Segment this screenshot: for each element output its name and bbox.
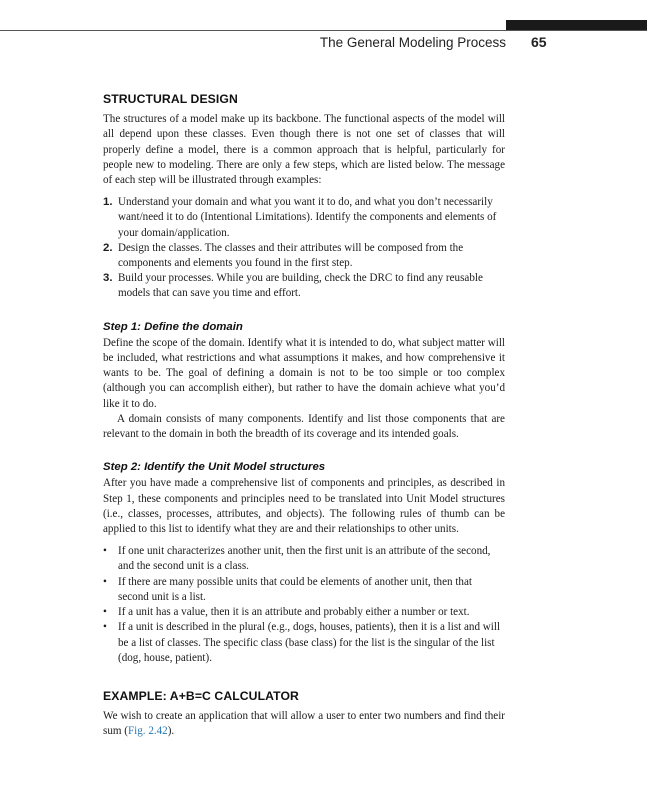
bullet-icon: • — [103, 545, 107, 558]
step1-paragraph-1: Define the scope of the domain. Identify what it is intended to do, what subject matter will be included, what restrictions and what assumptions it makes, and how comprehensive it wants to be. The goal of defining a domain is not to be too simple or too complex (although you can accomplish either), but rather to have the domain achieve what you’d like it to do. — [103, 336, 505, 410]
list-item — [103, 271, 505, 301]
list-item — [103, 544, 505, 574]
bullet-icon: • — [103, 621, 107, 634]
figure-reference-link[interactable]: Fig. 2.42 — [127, 725, 168, 738]
running-title: The General Modeling Process — [319, 35, 506, 50]
bullet-icon: • — [103, 575, 107, 588]
rule-text: If a unit has a value, then it is an attribute and probably either a number or text. — [118, 606, 470, 619]
header-rule — [0, 30, 647, 31]
bullet-icon: • — [103, 606, 107, 619]
page-body — [103, 92, 505, 740]
example-paragraph — [103, 709, 505, 739]
page-number: 65 — [531, 34, 547, 50]
list-item — [103, 241, 505, 271]
list-item — [103, 620, 505, 666]
rules-list — [103, 544, 505, 666]
section-heading-example: EXAMPLE: A+B=C CALCULATOR — [103, 688, 299, 703]
step-text: Build your processes. While you are building, check the DRC to find any reusable models that can save you time and effort. — [118, 272, 483, 300]
list-item — [103, 575, 505, 605]
list-item — [103, 605, 505, 620]
step2-paragraph-1: After you have made a comprehensive list of components and principles, as described in Step 1, these components and principles need to be translated into Unit Model structures (i.e., classes, processes, attributes, and objects). The following rules of thumb can be applied to this list to identify what they are and their relationships to other units. — [103, 477, 505, 536]
step-text: Design the classes. The classes and their attributes will be composed from the components and elements you found in the first step. — [118, 241, 464, 270]
rule-text: If one unit characterizes another unit, then the first unit is an attribute of the second, and the second unit is a class. — [118, 545, 491, 573]
example-text-after: ). — [167, 725, 175, 738]
subsection-heading-step2: Step 2: Identify the Unit Model structures — [103, 461, 326, 474]
structural-design-intro: The structures of a model make up its backbone. The functional aspects of the model will all depend upon these classes. Even though there is not one set of classes that will properly define a model, there is a common approach that is helpful, particularly for people new to modeling. There are only a few steps, which are listed below. The message of each step will be illustrated through examples: — [103, 113, 505, 187]
step1-section — [103, 320, 505, 443]
example-section — [103, 689, 505, 740]
structural-design-section — [103, 92, 505, 302]
step-number: 1. — [103, 196, 113, 209]
step-number: 3. — [103, 272, 113, 285]
rule-text: If there are many possible units that could be elements of another unit, then that second unit is a list. — [118, 575, 472, 603]
subsection-heading-step1: Step 1: Define the domain — [103, 320, 243, 333]
rule-text: If a unit is described in the plural (e.g., dogs, houses, patients), then it is a list and will be a list of classes. The specific class (base class) for the list is the singular of the list (dog, house, patient). — [118, 621, 501, 664]
steps-list — [103, 195, 505, 301]
step2-section — [103, 460, 505, 666]
step-number: 2. — [103, 241, 113, 254]
list-item — [103, 195, 505, 241]
header-bar — [506, 20, 647, 30]
section-heading-structural-design: STRUCTURAL DESIGN — [103, 92, 238, 106]
example-text-before: We wish to create an application that will allow a user to enter two numbers and find their sum ( — [103, 710, 505, 738]
step-text: Understand your domain and what you want it to do, and what you don’t necessarily want/need it to do (Intentional Limitations). Identify the components and elements of your domain/application. — [118, 196, 497, 239]
step1-paragraph-2: A domain consists of many components. Identify and list those components that are relevant to the domain in both the breadth of its coverage and its intended goals. — [103, 412, 505, 441]
